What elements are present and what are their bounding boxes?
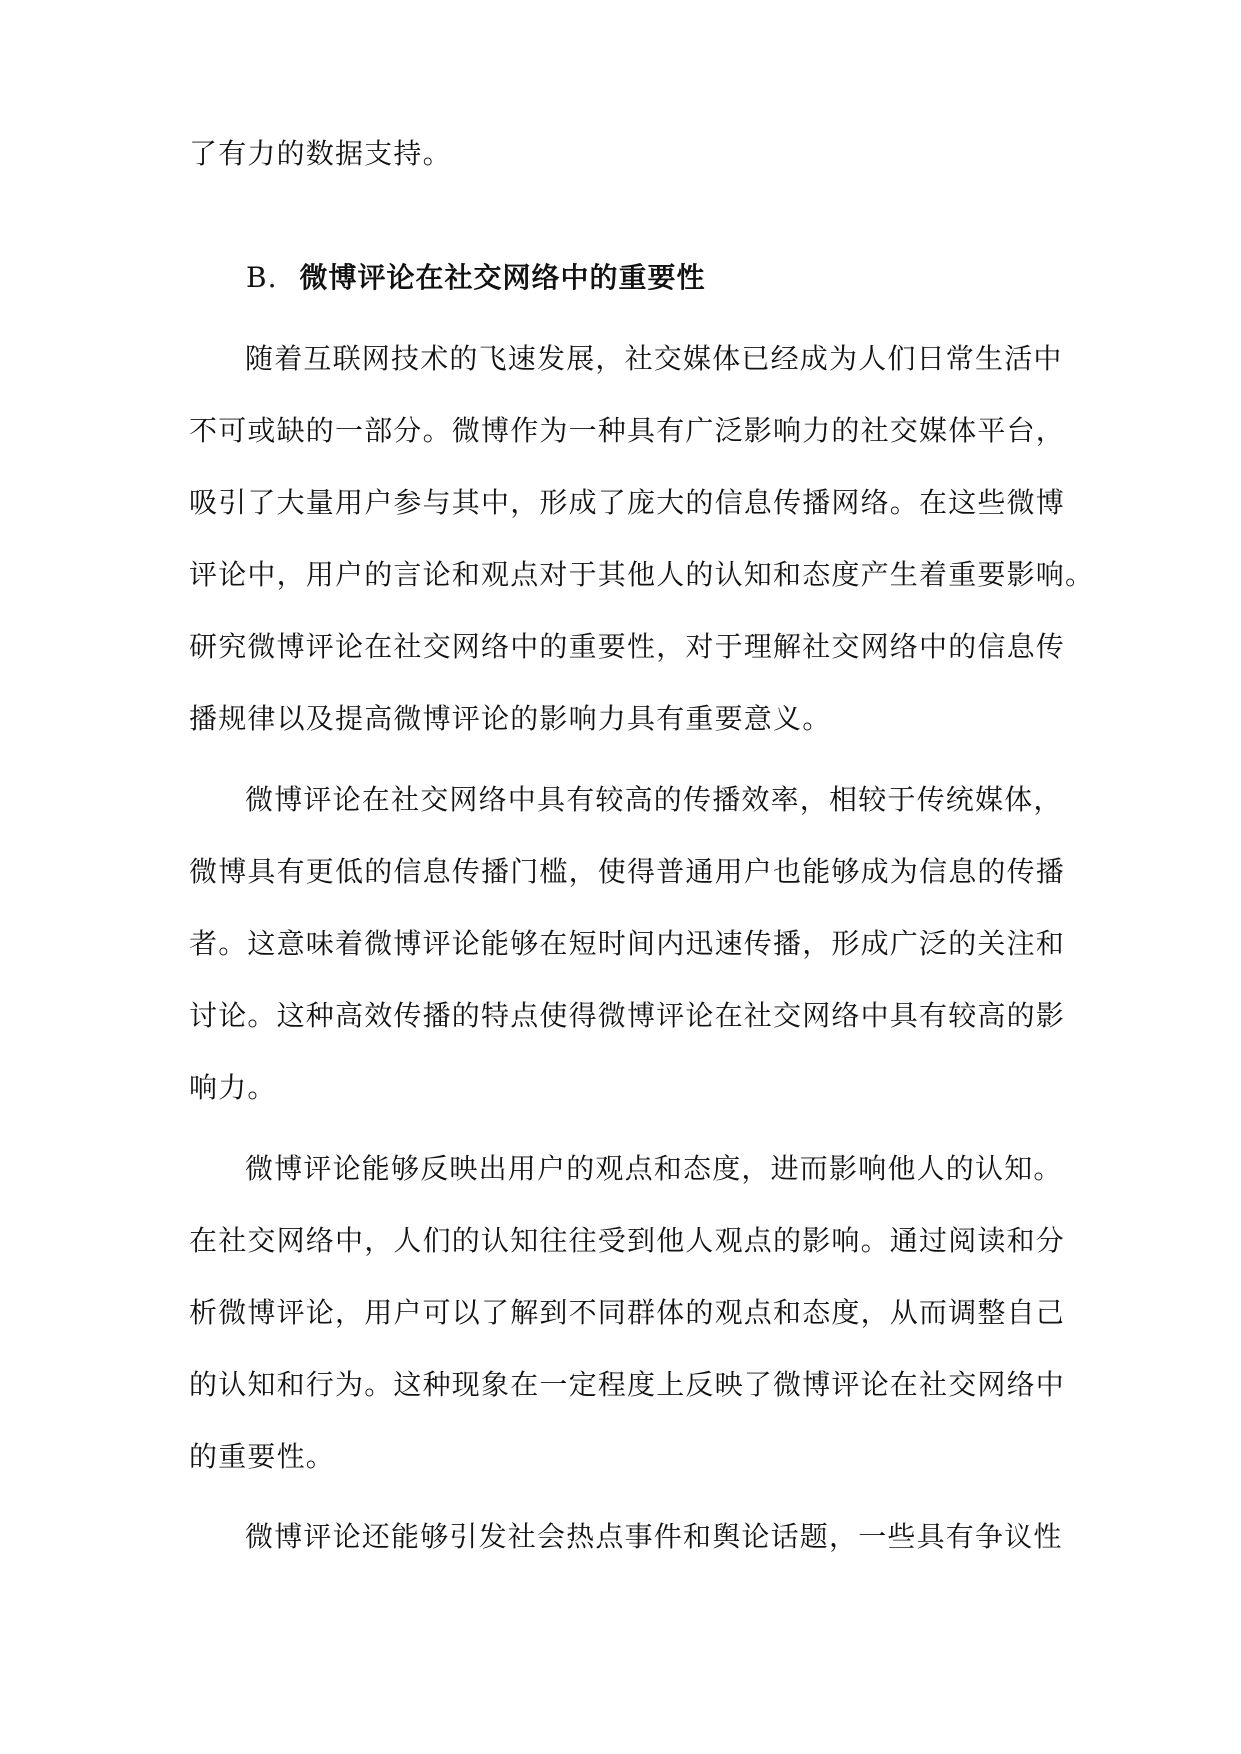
paragraph-line: 微博具有更低的信息传播门槛，使得普通用户也能够成为信息的传播 xyxy=(189,855,1066,888)
paragraph-line: 在社交网络中，人们的认知往往受到他人观点的影响。通过阅读和分 xyxy=(189,1224,1066,1257)
paragraph-line: 的认知和行为。这种现象在一定程度上反映了微博评论在社交网络中 xyxy=(189,1368,1066,1401)
paragraph-line: 微博评论还能够引发社会热点事件和舆论话题，一些具有争议性 xyxy=(245,1520,1063,1553)
paragraph-line: 微博评论能够反映出用户的观点和态度，进而影响他人的认知。 xyxy=(245,1152,1063,1185)
section-title: 微博评论在社交网络中的重要性 xyxy=(299,261,706,294)
section-heading xyxy=(246,252,706,304)
paragraph-line: 微博评论在社交网络中具有较高的传播效率，相较于传统媒体， xyxy=(245,783,1063,816)
paragraph-line: 析微博评论，用户可以了解到不同群体的观点和态度，从而调整自己 xyxy=(189,1296,1066,1329)
paragraph-line: 随着互联网技术的飞速发展，社交媒体已经成为人们日常生活中 xyxy=(245,342,1063,375)
paragraph-continuation-line: 了有力的数据支持。 xyxy=(189,137,452,170)
paragraph-line: 研究微博评论在社交网络中的重要性，对于理解社交网络中的信息传 xyxy=(189,630,1066,663)
paragraph-line: 者。这意味着微博评论能够在短时间内迅速传播，形成广泛的关注和 xyxy=(189,927,1066,960)
paragraph-line: 吸引了大量用户参与其中，形成了庞大的信息传播网络。在这些微博 xyxy=(189,486,1066,519)
paragraph-line: 播规律以及提高微博评论的影响力具有重要意义。 xyxy=(189,702,832,735)
section-number: B. xyxy=(246,261,278,294)
paragraph-line: 评论中，用户的言论和观点对于其他人的认知和态度产生着重要影响。 xyxy=(189,558,1095,591)
paragraph-line: 响力。 xyxy=(189,1071,277,1104)
paragraph-line: 讨论。这种高效传播的特点使得微博评论在社交网络中具有较高的影 xyxy=(189,999,1066,1032)
paragraph-line: 的重要性。 xyxy=(189,1440,336,1473)
paragraph-line: 不可或缺的一部分。微博作为一种具有广泛影响力的社交媒体平台， xyxy=(189,414,1066,447)
